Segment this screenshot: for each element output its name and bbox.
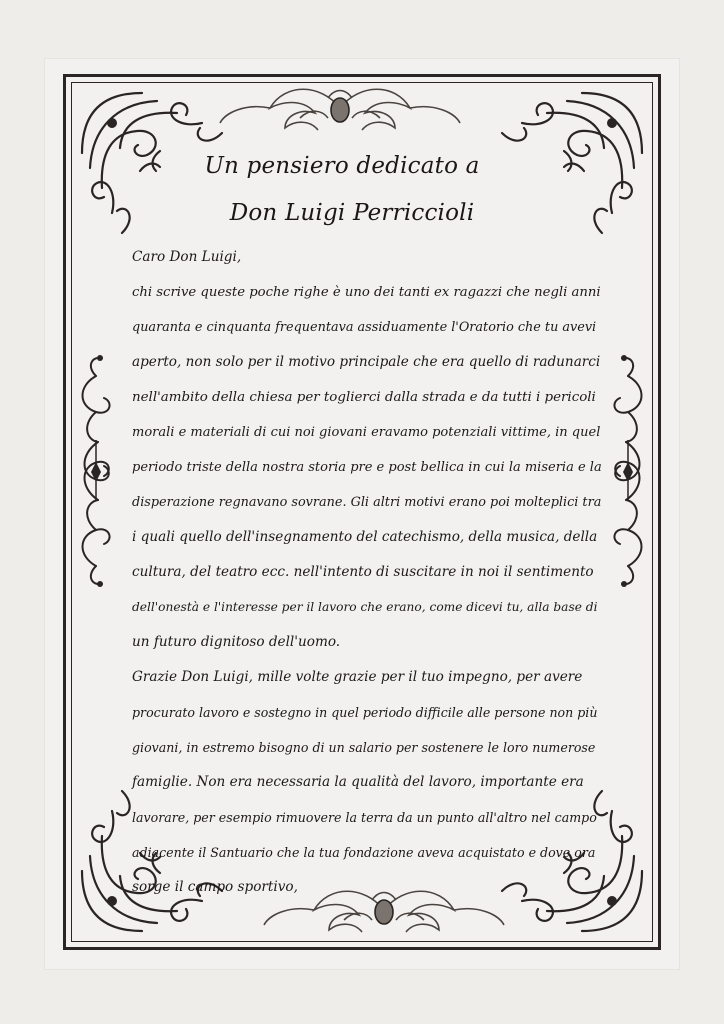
letter-line: procurato lavoro e sostegno in quel periodo difficile alle persone non più [132,705,598,720]
letter-line: quaranta e cinquanta frequentava assiduamente l'Oratorio che tu avevi [132,320,597,335]
letter-line: i quali quello dell'insegnamento del catechismo, della musica, della [132,529,598,545]
letter-body [132,240,602,905]
letter-line: disperazione regnavano sovrane. Gli altri motivi erano poi molteplici tra [132,495,602,510]
letter-line: sorge il campo sportivo, [132,879,298,895]
letter-line: nell'ambito della chiesa per toglierci dalla strada e da tutti i pericoli [132,390,596,405]
letter-line: periodo triste della nostra storia pre e post bellica in cui la miseria e la [132,460,602,475]
letter-line: cultura, del teatro ecc. nell'intento di suscitare in noi il sentimento [132,564,594,580]
title-line-1: Un pensiero dedicato a [204,153,480,179]
letter-line: chi scrive queste poche righe è uno dei tanti ex ragazzi che negli anni [132,285,601,300]
letter-line: giovani, in estremo bisogno di un salario per sostenere le loro numerose [132,740,596,755]
letter-line: dell'onestà e l'interesse per il lavoro che erano, come dicevi tu, alla base di [132,600,598,614]
title-line-2: Don Luigi Perriccioli [229,200,475,226]
letter-line: aperto, non solo per il motivo principale che era quello di radunarci [132,354,601,370]
letter-line: Caro Don Luigi, [132,249,242,265]
letter-line: Grazie Don Luigi, mille volte grazie per il tuo impegno, per avere [132,669,583,685]
letter-line: lavorare, per esempio rimuovere la terra da un punto all'altro nel campo [132,810,597,825]
letter-line: morali e materiali di cui noi giovani eravamo potenziali vittime, in quel [132,425,601,440]
letter-line: adiacente il Santuario che la tua fondazione aveva acquistato e dove ora [132,845,596,860]
letter-line: un futuro dignitoso dell'uomo. [132,634,341,650]
top-acanthus-ornament-icon [220,89,460,130]
letter-line: famiglie. Non era necessaria la qualità del lavoro, importante era [132,774,584,790]
